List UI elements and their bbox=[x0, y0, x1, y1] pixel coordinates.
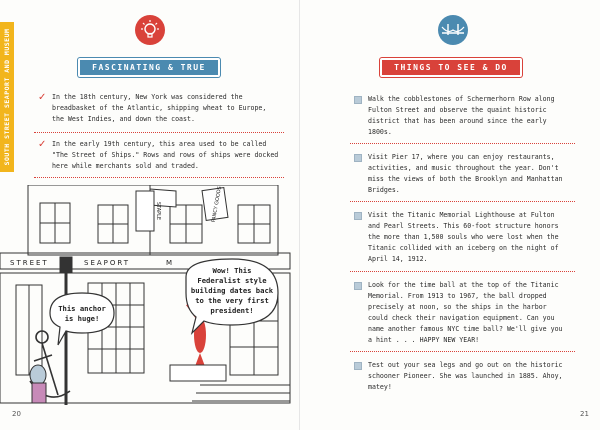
svg-text:to the very first: to the very first bbox=[195, 296, 269, 305]
checkbox-icon bbox=[354, 212, 362, 220]
svg-text:president!: president! bbox=[210, 306, 254, 315]
svg-text:This anchor: This anchor bbox=[58, 304, 106, 313]
divider bbox=[350, 143, 575, 144]
checkbox-icon bbox=[354, 282, 362, 290]
speech-bubble-anchor bbox=[50, 293, 114, 345]
child-figure-icon bbox=[30, 365, 46, 403]
fact-item: In the early 19th century, this area used to be called "The Street of Ships." Rows and rows of ships were docked here while merchants sold and traded. bbox=[52, 140, 279, 170]
divider bbox=[34, 177, 284, 178]
checkbox-icon bbox=[354, 362, 362, 370]
museum-sign: M bbox=[166, 259, 175, 267]
todo-item: Walk the cobblestones of Schermerhorn Row along Fulton Street and observe the quaint historic district that has been around since the early 1800s. bbox=[368, 95, 555, 136]
todo-item: Look for the time ball at the top of the Titanic Memorial. From 1913 to 1967, the ball dropped precisely at noon, so the ships in the harbor could check their navigation equipment. Can you name another famous NYC time ball? We'll give you a hint . . . HAPPY NEW YEAR! bbox=[368, 281, 563, 344]
page-number-left: 20 bbox=[12, 410, 21, 418]
todo-item: Visit the Titanic Memorial Lighthouse at Fulton and Pearl Streets. This 60-foot structure honors the more than 1,500 souls who were lost when the Titanic collided with an iceberg on the night of April 14, 1912. bbox=[368, 211, 559, 263]
things-to-see-banner: THINGS TO SEE & DO bbox=[380, 58, 522, 77]
fascinating-true-banner: FASCINATING & TRUE bbox=[78, 58, 220, 77]
divider bbox=[350, 271, 575, 272]
svg-text:building dates back: building dates back bbox=[190, 286, 274, 295]
lightbulb-icon bbox=[134, 14, 166, 46]
divider bbox=[350, 201, 575, 202]
svg-text:Federalist style: Federalist style bbox=[197, 276, 267, 285]
side-tab bbox=[0, 22, 14, 172]
bridge-icon bbox=[437, 14, 469, 46]
fact-item: In the 18th century, New York was considered the breadbasket of the Atlantic, shipping wheat to Europe, the West Indies, and down the coast. bbox=[52, 93, 267, 123]
shop-sign-staple: STAPLE bbox=[155, 201, 161, 221]
todo-item: Visit Pier 17, where you can enjoy restaurants, activities, and music throughout the year. Don't miss the views of both the Brooklyn and Manhattan Bridges. bbox=[368, 153, 563, 194]
street-sign: STREET bbox=[10, 259, 49, 267]
side-tab-label: SOUTH STREET SEAPORT AND MUSEUM bbox=[3, 28, 11, 166]
divider bbox=[350, 351, 575, 352]
seaport-sign: SEAPORT bbox=[84, 259, 131, 267]
speech-bubble-federalist bbox=[186, 259, 278, 333]
checkbox-icon bbox=[354, 96, 362, 104]
todo-item: Test out your sea legs and go out on the historic schooner Pioneer. She was launched in 1885. Ahoy, matey! bbox=[368, 361, 563, 391]
svg-text:is huge!: is huge! bbox=[64, 314, 100, 323]
divider bbox=[34, 132, 284, 133]
page-number-right: 21 bbox=[580, 410, 589, 418]
svg-text:Wow! This: Wow! This bbox=[212, 266, 252, 275]
checkmark-icon: ✓ bbox=[38, 92, 47, 103]
checkbox-icon bbox=[354, 154, 362, 162]
shop-sign-fancy-goods: FANCY GOODS bbox=[210, 185, 224, 223]
checkmark-icon: ✓ bbox=[38, 139, 47, 150]
seaport-building-illustration bbox=[0, 185, 300, 415]
